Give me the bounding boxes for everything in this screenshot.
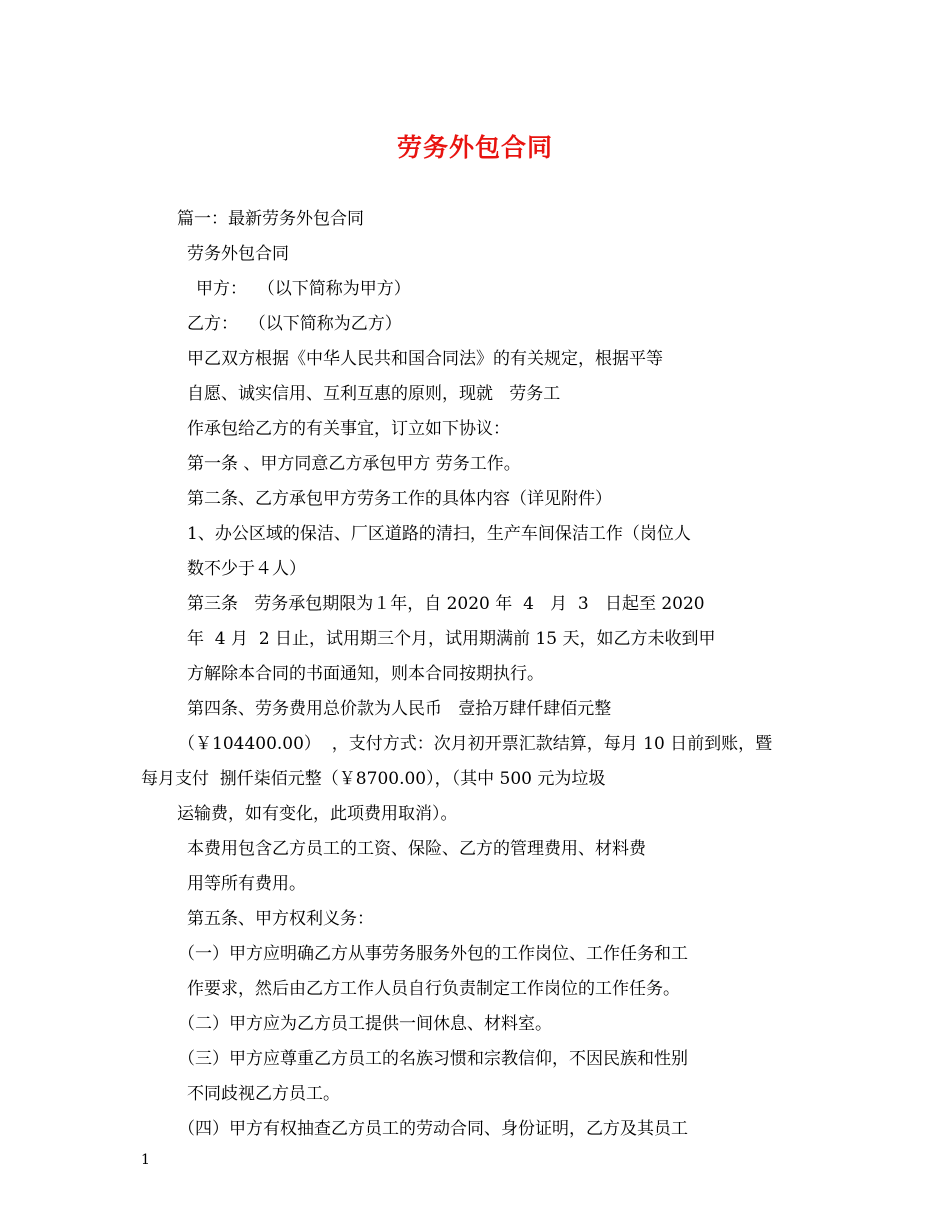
clause-line: 作要求，然后由乙方工作人员自行负责制定工作岗位的工作任务。 (187, 979, 680, 999)
clause-line: （二）甲方应为乙方员工提供一间休息、材料室。 (178, 1014, 552, 1034)
clause-line: 不同歧视乙方员工。 (187, 1084, 340, 1104)
paragraph-line: 用等所有费用。 (187, 874, 306, 894)
paragraph-line: 本费用包含乙方员工的工资、保险、乙方的管理费用、材料费 (187, 839, 646, 859)
article-line: 第二条、乙方承包甲方劳务工作的具体内容（详见附件） (187, 489, 612, 509)
clause-line: （一）甲方应明确乙方从事劳务服务外包的工作岗位、工作任务和工 (178, 944, 688, 964)
party-a-line: 甲方： （以下简称为甲方） (196, 279, 411, 299)
clause-line: （三）甲方应尊重乙方员工的名族习惯和宗教信仰，不因民族和性别 (178, 1049, 688, 1069)
article-line: 第四条、劳务费用总价款为人民币 壹拾万肆仟肆佰元整 (187, 699, 612, 719)
paragraph-line: （￥104400.00） ，支付方式：次月初开票汇款结算，每月 10 日前到账，暨 (178, 734, 773, 754)
section-heading: 篇一：最新劳务外包合同 (177, 209, 364, 229)
paragraph-line: 作承包给乙方的有关事宜，订立如下协议： (187, 419, 510, 439)
article-line: 第一条 、甲方同意乙方承包甲方 劳务工作。 (187, 454, 521, 474)
contract-name: 劳务外包合同 (187, 244, 289, 264)
paragraph-line: 1、办公区域的保洁、厂区道路的清扫，生产车间保洁工作（岗位人 (187, 524, 691, 544)
document-title: 劳务外包合同 (396, 133, 553, 162)
party-b-line: 乙方： （以下简称为乙方） (187, 314, 402, 334)
paragraph-line: 数不少于４人） (187, 559, 306, 579)
clause-line: （四）甲方有权抽查乙方员工的劳动合同、身份证明，乙方及其员工 (178, 1119, 688, 1139)
article-line: 第五条、甲方权利义务： (187, 909, 374, 929)
paragraph-line: 甲乙双方根据《中华人民共和国合同法》的有关规定，根据平等 (187, 349, 663, 369)
paragraph-line: 每月支付 捌仟柒佰元整（￥8700.00），（其中 500 元为垃圾 (141, 769, 606, 789)
page-number: 1 (141, 1152, 150, 1168)
paragraph-line: 年 4 月 2 日止，试用期三个月，试用期满前 15 天，如乙方未收到甲 (187, 629, 716, 649)
paragraph-line: 自愿、诚实信用、互利互惠的原则，现就 劳务工 (187, 384, 561, 404)
article-line: 第三条 劳务承包期限为１年，自 2020 年 4 月 3 日起至 2020 (187, 594, 705, 614)
paragraph-line: 运输费，如有变化，此项费用取消）。 (177, 804, 458, 824)
paragraph-line: 方解除本合同的书面通知，则本合同按期执行。 (187, 664, 544, 684)
